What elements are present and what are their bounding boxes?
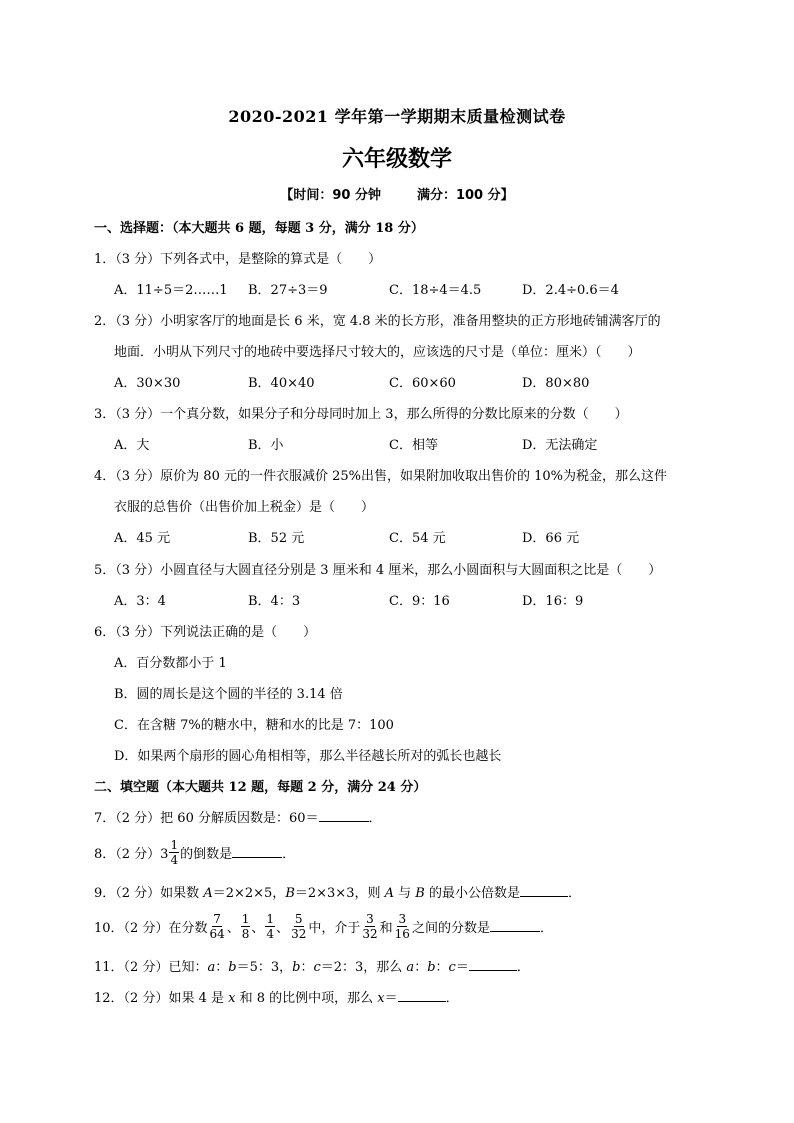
option-d: D．如果两个扇形的圆心角相相等，那么半径越长所对的弧长也越长	[114, 749, 502, 764]
colon: ：	[300, 960, 314, 975]
question-9-suffix: ．	[567, 886, 581, 901]
answer-blank[interactable]	[520, 884, 568, 897]
question-5-stem: 5．（3 分）小圆直径与大圆直径分别是 3 厘米和 4 厘米，那么小圆面积与大圆面积之比是（ ）	[94, 563, 662, 578]
question-8-text: 8．（2 分）3	[94, 847, 169, 862]
section1-heading: 一、选择题：（本大题共 6 题，每题 3 分，满分 18 分）	[94, 221, 424, 236]
var-a: a	[207, 960, 216, 975]
question-8	[94, 840, 295, 869]
answer-blank[interactable]	[398, 989, 446, 1002]
option-b: B．40×40	[248, 376, 315, 391]
question-11-suffix: ．	[516, 960, 530, 975]
var-b: b	[292, 960, 301, 975]
fraction-numerator: 3	[366, 912, 374, 926]
expr-a: ＝2×2×5，	[212, 886, 286, 901]
answer-blank[interactable]	[490, 919, 540, 932]
option-a: A．11÷5＝2……1	[114, 283, 228, 298]
option-d: D．66 元	[522, 531, 580, 546]
fraction-denominator: 32	[291, 927, 307, 941]
fraction	[394, 912, 411, 941]
question-8-suffix: ．	[282, 847, 296, 862]
option-a: A．百分数都小于 1	[114, 656, 227, 671]
question-4-stem-cont: 衣服的总售价（出售价加上税金）是（ ）	[114, 500, 375, 515]
var-a: A	[384, 886, 394, 901]
question-1-stem: 1．（3 分）下列各式中，是整除的算式是（ ）	[94, 252, 382, 267]
option-a: A．大	[114, 438, 150, 453]
fraction-denominator: 4	[170, 853, 179, 867]
option-b: B．4：3	[248, 594, 301, 609]
answer-blank[interactable]	[469, 958, 517, 971]
fraction	[361, 912, 378, 941]
separator: 、	[276, 921, 290, 936]
fraction-numerator: 3	[398, 912, 407, 926]
option-a: A．30×30	[114, 376, 181, 391]
question-7-text: 7．（2 分）把 60 分解质因数是：60＝	[94, 811, 319, 826]
option-d: D．无法确定	[522, 438, 598, 453]
question-2-stem: 2．（3 分）小明家客厅的地面是长 6 米，宽 4.8 米的长方形，准备用整块的正方形地砖铺满客厅的	[94, 314, 661, 329]
question-11	[94, 956, 530, 975]
option-b: B．小	[248, 438, 284, 453]
answer-blank[interactable]	[319, 809, 369, 822]
separator: 、	[226, 921, 240, 936]
question-10-text: 10．（2 分）在分数	[94, 921, 208, 936]
exam-subtitle: 六年级数学	[341, 147, 452, 172]
colon: ：	[414, 960, 428, 975]
conj: 与	[394, 886, 416, 901]
question-10	[94, 914, 553, 943]
option-c: C．60×60	[389, 376, 456, 391]
section2-heading: 二、填空题（本大题共 12 题，每题 2 分，满分 24 分）	[94, 780, 427, 795]
var-x: x	[228, 991, 236, 1006]
fraction-denominator: 64	[209, 927, 225, 941]
var-c: c	[448, 960, 456, 975]
option-b: B．27÷3＝9	[248, 283, 328, 298]
option-c: C．相等	[389, 438, 438, 453]
question-12-text: 12．（2 分）如果 4 是	[94, 991, 229, 1006]
question-12-mid: 和 8 的比例中项，那么	[235, 991, 378, 1006]
fraction	[169, 838, 179, 867]
question-4-stem: 4．（3 分）原价为 80 元的一件衣服减价 25%出售，如果附加收取出售价的 10%为税金，那么这件	[94, 469, 668, 484]
conj: 和	[379, 921, 393, 936]
question-6-stem: 6．（3 分）下列说法正确的是（ ）	[94, 625, 317, 640]
question-10-tail: 之间的分数是	[411, 921, 490, 936]
var-x: x	[377, 991, 385, 1006]
option-b: B．圆的周长是这个圆的半径的 3.14 倍	[114, 687, 343, 702]
question-9-tail: 的最小公倍数是	[424, 886, 520, 901]
var-a: A	[203, 886, 213, 901]
option-c: C．9：16	[389, 594, 450, 609]
fraction-denominator: 32	[362, 927, 378, 941]
option-c: C．54 元	[389, 531, 446, 546]
question-7-suffix: ．	[368, 811, 382, 826]
question-9-text: 9．（2 分）如果数	[94, 886, 204, 901]
question-12	[94, 987, 459, 1006]
question-12-suffix: ．	[445, 991, 459, 1006]
var-b: b	[228, 960, 237, 975]
question-9	[94, 882, 581, 901]
ratio-2: ＝2：3，那么	[320, 960, 407, 975]
question-11-text: 11．（2 分）已知：	[94, 960, 208, 975]
score-label: 满分：100 分】	[416, 188, 514, 203]
option-b: B．52 元	[248, 531, 305, 546]
fraction-denominator: 8	[241, 927, 250, 941]
exam-meta	[0, 184, 794, 203]
separator: 、	[251, 921, 265, 936]
var-c: c	[313, 960, 321, 975]
fraction-denominator: 16	[394, 927, 410, 941]
var-b: B	[285, 886, 295, 901]
option-d: D．2.4÷0.6＝4	[522, 283, 619, 298]
option-c: C．18÷4＝4.5	[389, 283, 482, 298]
question-10-mid: 中，介于	[308, 921, 361, 936]
fraction	[208, 912, 225, 941]
var-b: b	[427, 960, 436, 975]
question-3-stem: 3．（3 分）一个真分数，如果分子和分母同时加上 3，那么所得的分数比原来的分数（ ）	[94, 407, 628, 422]
fraction	[241, 912, 251, 941]
fraction-numerator: 7	[213, 912, 221, 926]
question-7	[94, 807, 382, 826]
option-a: A．45 元	[114, 531, 171, 546]
fraction-numerator: 5	[294, 912, 303, 926]
exam-title: 2020-2021 学年第一学期期末质量检测试卷	[228, 107, 566, 126]
option-d: D．80×80	[522, 376, 590, 391]
fraction	[265, 912, 275, 941]
fraction	[290, 912, 307, 941]
fraction-numerator: 1	[266, 912, 275, 926]
fraction-numerator: 1	[170, 838, 179, 852]
question-2-stem-cont: 地面．小明从下列尺寸的地砖中要选择尺寸较大的，应该选的尺寸是（单位：厘米）（ ）	[114, 345, 641, 360]
question-8-tail: 的倒数是	[180, 847, 233, 862]
equals: ＝	[455, 960, 469, 975]
expr-b: ＝2×3×3，则	[294, 886, 385, 901]
option-d: D．16：9	[522, 594, 584, 609]
option-c: C．在含糖 7%的糖水中，糖和水的比是 7：100	[114, 718, 394, 733]
answer-blank[interactable]	[232, 845, 282, 858]
var-a: a	[406, 960, 415, 975]
var-b: B	[415, 886, 425, 901]
equals: ＝	[384, 991, 398, 1006]
fraction-numerator: 1	[241, 912, 250, 926]
colon: ：	[435, 960, 449, 975]
question-10-suffix: ．	[539, 921, 553, 936]
time-label: 【时间：90 分钟	[280, 188, 381, 203]
fraction-denominator: 4	[266, 927, 275, 941]
ratio-1: ＝5：3，	[236, 960, 293, 975]
colon: ：	[215, 960, 229, 975]
option-a: A．3：4	[114, 594, 166, 609]
